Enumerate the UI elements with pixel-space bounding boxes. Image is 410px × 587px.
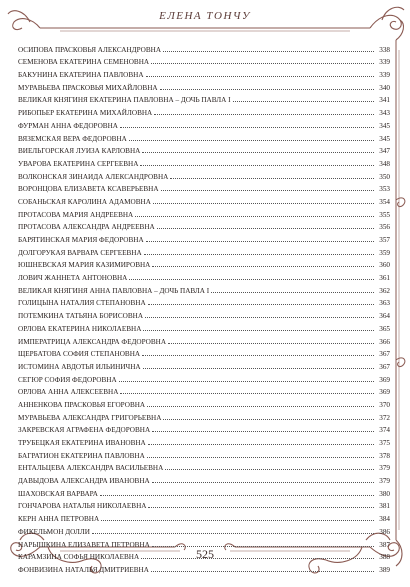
dot-leader xyxy=(144,254,374,255)
toc-entry-title: ПОТЕМКИНА ТАТЬЯНА БОРИСОВНА xyxy=(18,312,144,321)
dot-leader xyxy=(135,216,374,217)
toc-entry xyxy=(18,460,390,473)
toc-entry-page: 364 xyxy=(379,312,390,321)
toc-entry xyxy=(18,434,390,447)
toc-entry-title: МУРАВЬЕВА ПРАСКОВЬЯ МИХАЙЛОВНА xyxy=(18,83,158,92)
toc-entry xyxy=(18,498,390,511)
toc-entry xyxy=(18,485,390,498)
toc-entry-page: 374 xyxy=(379,426,390,435)
toc-entry-page: 363 xyxy=(379,299,390,308)
toc-entry-title: ГОНЧАРОВА НАТАЛЬЯ НИКОЛАЕВНА xyxy=(18,502,147,511)
toc-entry xyxy=(18,333,390,346)
toc-entry-page: 369 xyxy=(379,375,390,384)
toc-entry-page: 379 xyxy=(379,477,390,486)
toc-entry-title: РИБОПЬЕР ЕКАТЕРИНА МИХАЙЛОВНА xyxy=(18,109,153,118)
dot-leader xyxy=(120,393,374,394)
toc-entry-title: ВЕЛИКАЯ КНЯГИНЯ ЕКАТЕРИНА ПАВЛОВНА – ДОЧЬ ПАВЛА I xyxy=(18,96,231,105)
toc-entry-title: ПРОТАСОВА АЛЕКСАНДРА АНДРЕЕВНА xyxy=(18,223,155,232)
dot-leader xyxy=(211,292,374,293)
dot-leader xyxy=(119,381,374,382)
dot-leader xyxy=(152,266,374,267)
toc-entry xyxy=(18,104,390,117)
toc-entry-title: ВИЕЛЬГОРСКАЯ ЛУИЗА КАРЛОВНА xyxy=(18,147,141,156)
toc-entry-title: ЩЕРБАТОВА СОФИЯ СТЕПАНОВНА xyxy=(18,350,141,359)
toc-entry-page: 339 xyxy=(379,58,390,67)
toc-entry-title: АННЕНКОВА ПРАСКОВЬЯ ЕГОРОВНА xyxy=(18,400,146,409)
toc-entry-page: 365 xyxy=(379,324,390,333)
toc-entry xyxy=(18,447,390,460)
toc-entry-page: 354 xyxy=(379,197,390,206)
dot-leader xyxy=(168,343,374,344)
toc-entry-page: 347 xyxy=(379,147,390,156)
dot-leader xyxy=(153,203,374,204)
toc-entry xyxy=(18,244,390,257)
toc-entry-page: 370 xyxy=(379,400,390,409)
toc-entry-page: 379 xyxy=(379,464,390,473)
toc-entry xyxy=(18,206,390,219)
toc-entry-page: 362 xyxy=(379,286,390,295)
toc-entry xyxy=(18,384,390,397)
toc-entry xyxy=(18,79,390,92)
toc-entry-title: БАКУНИНА ЕКАТЕРИНА ПАВЛОВНА xyxy=(18,71,144,80)
toc-entry xyxy=(18,193,390,206)
dot-leader xyxy=(152,431,374,432)
dot-leader xyxy=(148,444,374,445)
toc-entry-title: ЗАКРЕВСКАЯ АГРАФЕНА ФЕДОРОВНА xyxy=(18,426,151,435)
dot-leader xyxy=(147,457,374,458)
dot-leader xyxy=(142,152,374,153)
toc-entry-title: ШАХОВСКАЯ ВАРВАРА xyxy=(18,489,98,498)
toc-entry-page: 355 xyxy=(379,210,390,219)
toc-entry-title: ВОЛКОНСКАЯ ЗИНАИДА АЛЕКСАНДРОВНА xyxy=(18,172,169,181)
toc-entry xyxy=(18,54,390,67)
toc-entry-title: ОРЛОВА ЕКАТЕРИНА НИКОЛАЕВНА xyxy=(18,324,142,333)
toc-entry-title: БАГРАТИОН ЕКАТЕРИНА ПАВЛОВНА xyxy=(18,451,145,460)
toc-entry-title: ГОЛИЦЫНА НАТАЛИЯ СТЕПАНОВНА xyxy=(18,299,146,308)
dot-leader xyxy=(165,469,374,470)
dot-leader xyxy=(142,355,374,356)
dot-leader xyxy=(151,571,374,572)
running-header: ЕЛЕНА ТОНЧУ xyxy=(159,10,251,22)
toc-entry-page: 361 xyxy=(379,274,390,283)
toc-entry xyxy=(18,422,390,435)
toc-entry xyxy=(18,561,390,574)
dot-leader xyxy=(100,495,374,496)
dot-leader xyxy=(170,178,374,179)
toc-entry-title: ЕНТАЛЬЦЕВА АЛЕКСАНДРА ВАСИЛЬЕВНА xyxy=(18,464,164,473)
toc-entry xyxy=(18,320,390,333)
side-flourish-right xyxy=(396,198,405,367)
toc-entry-title: КАРАМЗИНА СОФЬЯ НИКОЛАЕВНА xyxy=(18,553,140,562)
toc-entry-title: ДАВЫДОВА АЛЕКСАНДРА ИВАНОВНА xyxy=(18,477,150,486)
toc-entry-title: УВАРОВА ЕКАТЕРИНА СЕРГЕЕВНА xyxy=(18,159,139,168)
dot-leader xyxy=(129,279,374,280)
toc-entry xyxy=(18,168,390,181)
toc-entry xyxy=(18,41,390,54)
dot-leader xyxy=(120,127,374,128)
dot-leader xyxy=(148,507,374,508)
toc-entry xyxy=(18,371,390,384)
toc-entry-title: ОРЛОВА АННА АЛЕКСЕЕВНА xyxy=(18,388,119,397)
dot-leader xyxy=(143,330,374,331)
toc-entry xyxy=(18,257,390,270)
toc-entry-title: ЛОВИЧ ЖАННЕТА АНТОНОВНА xyxy=(18,274,128,283)
toc-entry-page: 388 xyxy=(379,553,390,562)
dot-leader xyxy=(157,228,374,229)
toc-entry-title: ЮШНЕВСКАЯ МАРИЯ КАЗИМИРОВНА xyxy=(18,261,151,270)
dot-leader xyxy=(92,533,374,534)
toc-entry-title: ФУРМАН АННА ФЕДОРОВНА xyxy=(18,121,118,130)
toc-entry-title: ИСТОМИНА АВДОТЬЯ ИЛЬИНИЧНА xyxy=(18,362,141,371)
toc-entry-page: 386 xyxy=(379,527,390,536)
toc-entry-page: 338 xyxy=(379,45,390,54)
toc-entry-page: 345 xyxy=(379,134,390,143)
toc-entry xyxy=(18,295,390,308)
toc-entry-title: СЕГЮР СОФИЯ ФЕДОРОВНА xyxy=(18,375,117,384)
toc-entry xyxy=(18,269,390,282)
toc-entry-page: 360 xyxy=(379,261,390,270)
toc-entry-title: ФОНВИЗИНА НАТАЛЬЯ ДМИТРИЕВНА xyxy=(18,565,149,574)
toc-entry-page: 375 xyxy=(379,439,390,447)
toc-entry-page: 387 xyxy=(379,540,390,549)
toc-entry-page: 341 xyxy=(379,96,390,105)
toc-entry-title: ФИКЕЛЬМОН ДОЛЛИ xyxy=(18,527,90,536)
toc-entry-page: 348 xyxy=(379,159,390,168)
toc-entry-title: ТРУБЕЦКАЯ ЕКАТЕРИНА ИВАНОВНА xyxy=(18,439,146,447)
toc-entry-page: 359 xyxy=(379,248,390,257)
toc-entry-page: 356 xyxy=(379,223,390,232)
dot-leader xyxy=(146,76,374,77)
toc-entry-page: 384 xyxy=(379,515,390,524)
dot-leader xyxy=(143,368,374,369)
dot-leader xyxy=(233,101,374,102)
toc-entry-title: ВОРОНЦОВА ЕЛИЗАВЕТА КСАВЕРЬЕВНА xyxy=(18,185,159,194)
toc-entry-page: 345 xyxy=(379,121,390,130)
toc-entry-page: 366 xyxy=(379,337,390,346)
toc-entry xyxy=(18,523,390,536)
toc-entry xyxy=(18,219,390,232)
toc-entry-page: 380 xyxy=(379,489,390,498)
toc-entry xyxy=(18,143,390,156)
dot-leader xyxy=(129,140,374,141)
toc-entry-title: БАРЯТИНСКАЯ МАРИЯ ФЕДОРОВНА xyxy=(18,236,144,244)
toc-entry xyxy=(18,396,390,409)
dot-leader xyxy=(163,51,374,52)
toc-entry-title: КЕРН АННА ПЕТРОВНА xyxy=(18,515,100,524)
dot-leader xyxy=(148,304,374,305)
toc-entry-title: НАРЫШКИНА ЕЛИЗАВЕТА ПЕТРОВНА xyxy=(18,540,150,549)
toc-entry xyxy=(18,130,390,143)
toc-entry-page: 339 xyxy=(379,71,390,80)
toc-entry-page: 357 xyxy=(379,236,390,244)
toc-entry-title: ПРОТАСОВА МАРИЯ АНДРЕЕВНА xyxy=(18,210,134,219)
page-number: 525 xyxy=(196,547,214,561)
toc-entry-page: 369 xyxy=(379,388,390,397)
toc-entry-title: ИМПЕРАТРИЦА АЛЕКСАНДРА ФЕДОРОВНА xyxy=(18,337,167,346)
toc-entry-page: 350 xyxy=(379,172,390,181)
dot-leader xyxy=(140,165,374,166)
dot-leader xyxy=(161,190,374,191)
toc-entry xyxy=(18,346,390,359)
toc-entry xyxy=(18,282,390,295)
toc-entry-page: 367 xyxy=(379,362,390,371)
dot-leader xyxy=(146,241,374,242)
toc-entry xyxy=(18,307,390,320)
dot-leader xyxy=(152,482,374,483)
dot-leader xyxy=(163,419,374,420)
toc-entry xyxy=(18,155,390,168)
dot-leader xyxy=(145,317,374,318)
toc-entry xyxy=(18,66,390,79)
toc-entry-title: СОБАНЬСКАЯ КАРОЛИНА АДАМОВНА xyxy=(18,197,151,206)
dot-leader xyxy=(147,406,374,407)
toc-entry xyxy=(18,181,390,194)
dot-leader xyxy=(101,520,374,521)
toc-entry-title: СЕМЕНОВА ЕКАТЕРИНА СЕМЕНОВНА xyxy=(18,58,150,67)
table-of-contents xyxy=(18,41,390,574)
toc-entry-page: 340 xyxy=(379,83,390,92)
toc-entry xyxy=(18,117,390,130)
toc-entry xyxy=(18,92,390,105)
dot-leader xyxy=(151,63,374,64)
toc-entry xyxy=(18,409,390,422)
dot-leader xyxy=(160,89,374,90)
toc-entry-page: 367 xyxy=(379,350,390,359)
toc-entry xyxy=(18,510,390,523)
dot-leader xyxy=(154,114,374,115)
toc-entry-page: 343 xyxy=(379,109,390,118)
toc-entry-title: МУРАВЬЕВА АЛЕКСАНДРА ГРИГОРЬЕВНА xyxy=(18,413,162,422)
toc-entry xyxy=(18,231,390,244)
toc-entry-title: ВЕЛИКАЯ КНЯГИНЯ АННА ПАВЛОВНА – ДОЧЬ ПАВЛА I xyxy=(18,286,210,295)
toc-entry-page: 353 xyxy=(379,185,390,194)
toc-entry xyxy=(18,472,390,485)
toc-entry-page: 389 xyxy=(379,565,390,574)
toc-entry-title: ДОЛГОРУКАЯ ВАРВАРА СЕРГЕЕВНА xyxy=(18,248,142,257)
toc-entry-title: ОСИПОВА ПРАСКОВЬЯ АЛЕКСАНДРОВНА xyxy=(18,45,162,54)
toc-entry xyxy=(18,358,390,371)
toc-entry-title: ВЯЗЕМСКАЯ ВЕРА ФЕДОРОВНА xyxy=(18,134,127,143)
toc-entry-page: 378 xyxy=(379,451,390,460)
toc-entry-page: 381 xyxy=(379,502,390,511)
toc-entry-page: 372 xyxy=(379,413,390,422)
